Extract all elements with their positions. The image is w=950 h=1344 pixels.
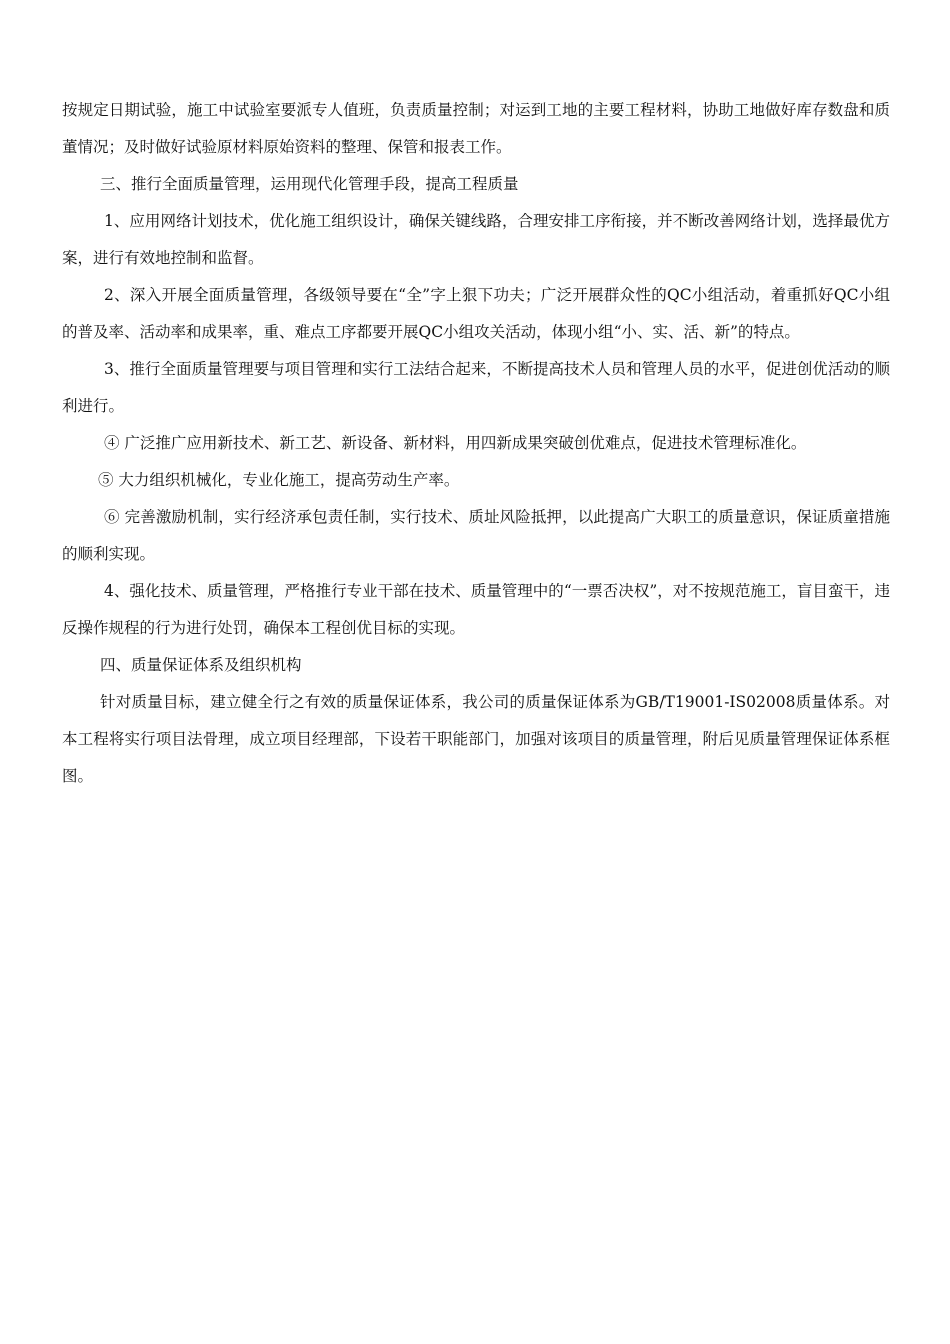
paragraph-item-1: 1、应用网络计划技术，优化施工组织设计，确保关键线路，合理安排工序衔接，并不断改善网络计划，选择最优方案，进行有效地控制和监督。: [62, 212, 890, 267]
document-body: [62, 92, 890, 795]
paragraph-item-circled-6: ⑥ 完善激励机制，实行经济承包责任制，实行技术、质址风险抵押，以此提高广大职工的质量意识，保证质童措施的顺利实现。: [62, 508, 890, 563]
paragraph-item-2: 2、深入开展全面质量管理，各级领导要在“全”字上狠下功夫；广泛开展群众性的QC小组活动，着重抓好QC小组的普及率、活动率和成果率，重、难点工序都要开展QC小组攻关活动，体现小组“小、实、活、新”的特点。: [62, 286, 890, 341]
paragraph-continuation: 按规定日期试验，施工中试验室要派专人值班，负责质量控制；对运到工地的主要工程材料，协助工地做好库存数盘和质董情况；及时做好试验原材料原始资料的整理、保管和报表工作。: [62, 101, 890, 156]
paragraph-item-circled-5: ⑤ 大力组织机械化，专业化施工，提高劳动生产率。: [98, 471, 460, 489]
paragraph-quality-system: 针对质量目标，建立健全行之有效的质量保证体系，我公司的质量保证体系为GB/T19001-IS02008质量体系。对本工程将实行项目法骨理，成立项目经理部，下设若干职能部门，加强对该项目的质量管理，附后见质量管理保证体系框图。: [62, 693, 890, 785]
paragraph-item-circled-4: ④ 广泛推广应用新技术、新工艺、新设备、新材料，用四新成果突破创优难点，促进技术管理标准化。: [104, 434, 807, 452]
paragraph-item-4: 4、强化技术、质量管理，严格推行专业干部在技术、质量管理中的“一票否决权”，对不按规范施工，盲目蛮干，违反操作规程的行为进行处罚，确保本工程创优目标的实现。: [62, 582, 890, 637]
paragraph-item-3: 3、推行全面质量管理要与项目管理和实行工法结合起来，不断提高技术人员和管理人员的水平，促进创优活动的顺利进行。: [62, 360, 890, 415]
section-heading-4: 四、质量保证体系及组织机构: [100, 656, 302, 674]
section-heading-3: 三、推行全面质量管理，运用现代化管理手段，提高工程质量: [100, 175, 519, 193]
